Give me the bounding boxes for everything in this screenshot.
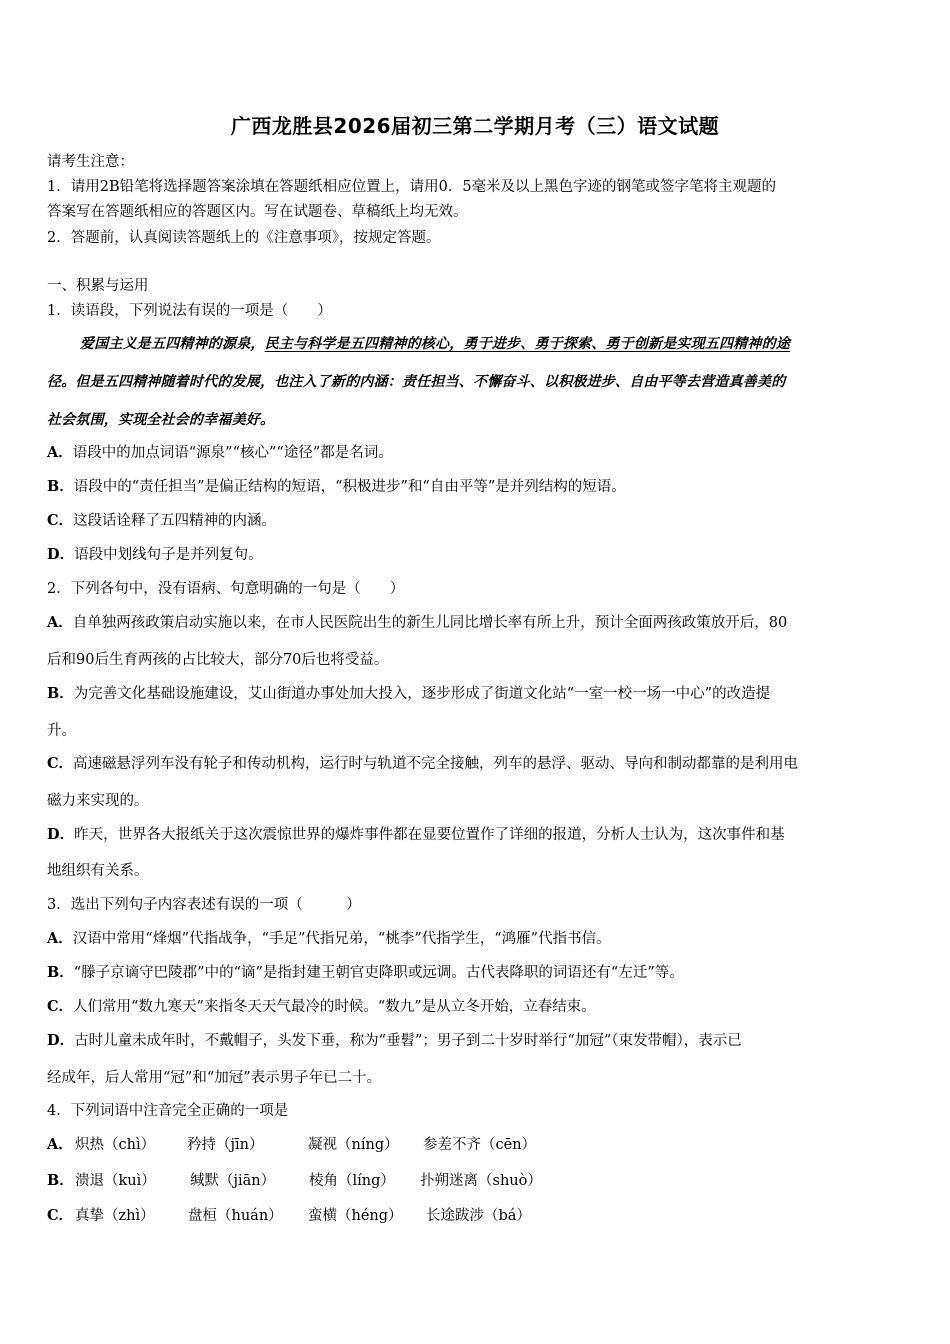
page-title: 广西龙胜县2026届初三第二学期月考（三）语文试题 xyxy=(230,114,720,138)
option-text: 语段中的加点词语“源泉”“核心”“途径”都是名词。 xyxy=(72,445,393,461)
q3-option-a xyxy=(47,929,907,949)
option-text: 语段中的“责任担当”是偏正结构的短语，“积极进步”和“自由平等”是并列结构的短语。 xyxy=(73,479,626,495)
option-text: 古时儿童未成年时，不戴帽子，头发下垂，称为“垂髫”；男子到二十岁时举行“加冠”（束发带帽），表示已 xyxy=(74,1033,742,1049)
word-4: 扑朔迷离（shuò） xyxy=(420,1173,542,1189)
word-3: 棱角（líng） xyxy=(309,1173,395,1189)
option-text: 为完善文化基础设施建设，艾山街道办事处加大投入，逐步形成了街道文化站“一室一校一场一中心”的改造提 xyxy=(73,686,771,702)
word-1: 溃退（kuì） xyxy=(75,1173,156,1189)
section-heading: 一、积累与运用 xyxy=(47,278,149,294)
q3-stem: 3．选出下列句子内容表述有误的一项（ ） xyxy=(47,897,361,913)
q1-option-c xyxy=(47,511,907,531)
option-text: 语段中划线句子是并列复句。 xyxy=(74,547,263,563)
q3-option-d-line-2: 经成年，后人常用“冠”和“加冠”表示男子年已二十。 xyxy=(47,1070,382,1086)
q1-passage-line-3: 社会氛围，实现全社会的幸福美好。 xyxy=(47,412,275,428)
option-label: D． xyxy=(47,1032,75,1049)
word-3: 凝视（níng） xyxy=(308,1137,399,1153)
q2-option-b-line-2: 升。 xyxy=(47,723,76,739)
word-2: 矜持（jīn） xyxy=(187,1137,264,1153)
q4-stem: 4．下列词语中注音完全正确的一项是 xyxy=(47,1103,289,1119)
q1-option-d xyxy=(47,545,907,565)
q3-option-d-line-1 xyxy=(47,1031,907,1051)
word-2: 缄默（jiān） xyxy=(190,1173,276,1189)
option-label: C． xyxy=(47,1207,74,1224)
q1-passage-segment-a: 爱国主义是五四精神的源泉， xyxy=(80,336,265,352)
option-text: 汉语中常用“烽烟”代指战争，“手足”代指兄弟，“桃李”代指学生，“鸿雁”代指书信。 xyxy=(72,931,611,947)
notice-line-2: 答案写在答题纸相应的答题区内。写在试题卷、草稿纸上均无效。 xyxy=(47,204,468,220)
option-label: D． xyxy=(47,546,75,563)
option-text: “滕子京谪守巴陵郡”中的“谪”是指封建王朝官吏降职或远调。古代表降职的词语还有“左迁”等。 xyxy=(73,965,684,981)
q2-option-c-line-2: 磁力来实现的。 xyxy=(47,793,149,809)
word-2: 盘桓（huán） xyxy=(188,1208,283,1224)
q2-stem: 2．下列各句中，没有语病、句意明确的一句是（ ） xyxy=(47,581,405,597)
q2-option-a-line-2: 后和90后生育两孩的占比较大，部分70后也将受益。 xyxy=(47,652,389,668)
word-4: 长途跋涉（bá） xyxy=(426,1208,531,1224)
option-label: C． xyxy=(47,512,74,529)
option-text: 自单独两孩政策启动实施以来，在市人民医院出生的新生儿同比增长率有所上升，预计全面两孩政策放开后，80 xyxy=(72,615,788,631)
option-label: A． xyxy=(47,444,73,461)
q2-option-b-line-1 xyxy=(47,684,907,704)
option-label: A． xyxy=(47,930,73,947)
q1-option-a xyxy=(47,443,907,463)
word-4: 参差不齐（cēn） xyxy=(423,1137,537,1153)
option-label: B． xyxy=(47,685,74,702)
q2-option-a-line-1 xyxy=(47,613,907,633)
q1-passage-line-1 xyxy=(80,334,940,354)
option-label: A． xyxy=(47,614,73,631)
notice-line-3: 2．答题前，认真阅读答题纸上的《注意事项》，按规定答题。 xyxy=(47,230,441,246)
q1-passage-line-2: 径。但是五四精神随着时代的发展，也注入了新的内涵：责任担当、不懈奋斗、以积极进步、自由平等去营造真善美的 xyxy=(47,374,786,390)
option-label: C． xyxy=(47,755,74,772)
q2-option-d-line-2: 地组织有关系。 xyxy=(47,863,149,879)
q3-option-c xyxy=(47,997,907,1017)
option-text: 这段话诠释了五四精神的内涵。 xyxy=(73,513,277,529)
option-label: B． xyxy=(47,1172,74,1189)
notice-heading: 请考生注意： xyxy=(47,154,134,170)
option-label: B． xyxy=(47,964,74,981)
option-text: 人们常用“数九寒天”来指冬天天气最冷的时候。“数九”是从立冬开始，立春结束。 xyxy=(73,999,596,1015)
word-1: 真挚（zhì） xyxy=(75,1208,155,1224)
q2-option-c-line-1 xyxy=(47,754,907,774)
option-label: B． xyxy=(47,478,74,495)
option-text: 高速磁悬浮列车没有轮子和传动机构，运行时与轨道不完全接触，列车的悬浮、驱动、导向和制动都靠的是利用电 xyxy=(73,756,799,772)
q1-underlined-sentence-2: 勇于进步、勇于探索、勇于创新是实现五四精神的途 xyxy=(463,336,791,352)
q2-option-d-line-1 xyxy=(47,825,907,845)
word-3: 蛮横（héng） xyxy=(308,1208,403,1224)
q1-underlined-sentence: 民主与科学是五四精神的核心， xyxy=(264,336,464,352)
option-text: 昨天，世界各大报纸关于这次震惊世界的爆炸事件都在显要位置作了详细的报道，分析人士认为，这次事件和基 xyxy=(74,827,785,843)
q1-option-b xyxy=(47,477,907,497)
option-label: C． xyxy=(47,998,74,1015)
notice-line-1: 1．请用2B铅笔将选择题答案涂填在答题纸相应位置上，请用0．5毫米及以上黑色字迹的钢笔或签字笔将主观题的 xyxy=(47,179,777,195)
option-label: A． xyxy=(47,1136,73,1153)
word-1: 炽热（chì） xyxy=(75,1137,156,1153)
q1-stem: 1．读语段，下列说法有误的一项是（ ） xyxy=(47,303,332,319)
option-label: D． xyxy=(47,826,75,843)
q3-option-b xyxy=(47,963,907,983)
